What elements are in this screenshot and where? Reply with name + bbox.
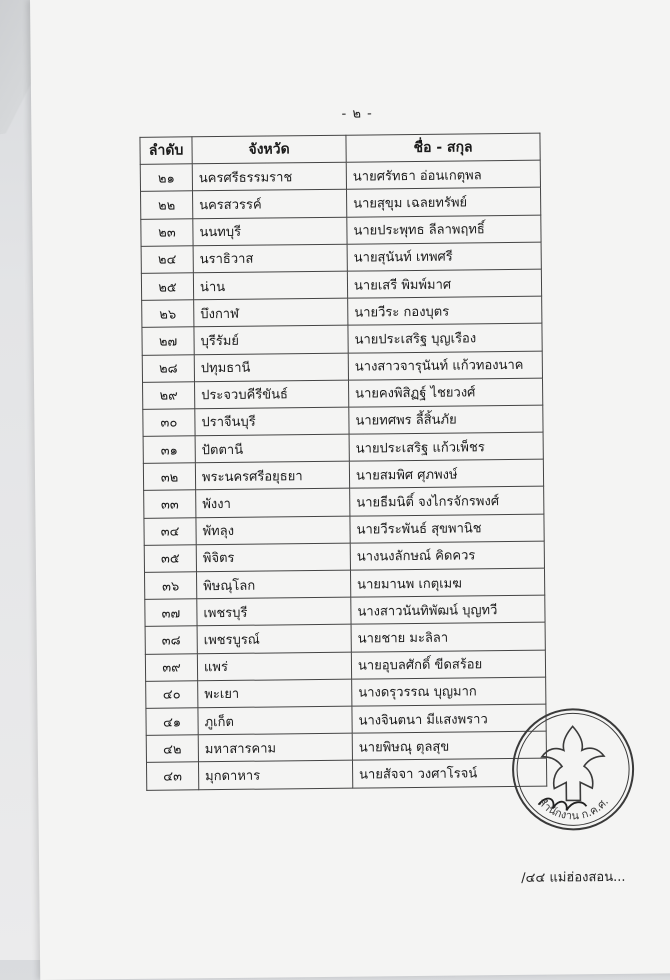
official-seal [507, 704, 638, 835]
table-header-row [140, 133, 540, 164]
row-order: ๒๖ [142, 300, 194, 328]
row-order: ๒๘ [142, 354, 194, 382]
row-name: นางดรุวรรณ บุญมาก [352, 677, 546, 706]
table-row [146, 731, 546, 762]
row-order: ๓๙ [145, 653, 197, 681]
table-row [146, 758, 546, 789]
row-order: ๒๔ [141, 246, 193, 274]
table-row [143, 432, 543, 463]
row-order: ๔๑ [146, 708, 198, 736]
row-name: นายสัจจา วงศาโรจน์ [352, 758, 546, 787]
row-province: พิจิตร [196, 543, 350, 572]
row-name: นางสาวจารุนันท์ แก้วทองนาค [348, 351, 542, 380]
row-order: ๒๑ [140, 164, 192, 192]
row-order: ๓๐ [143, 409, 195, 437]
row-name: นายมานพ เกตุเมฆ [350, 568, 544, 597]
continuation-note: /๔๔ แม่ฮ่องสอน... [521, 869, 626, 886]
row-name: นายธีมนิติ์ จงไกรจักรพงศ์ [350, 487, 544, 516]
row-province: ปทุมธานี [194, 353, 348, 382]
table-row [145, 650, 545, 681]
row-order: ๓๕ [144, 545, 196, 573]
row-order: ๓๒ [143, 463, 195, 491]
row-order: ๒๙ [143, 381, 195, 409]
row-order: ๔๓ [146, 762, 198, 790]
row-province: นราธิวาส [193, 244, 347, 273]
table-row [144, 514, 544, 545]
table-row [144, 487, 544, 518]
row-name: นายประพุทธ ลีลาพฤทธิ์ [347, 215, 541, 244]
row-province: นครศรีธรรมราช [192, 162, 346, 191]
row-province: เพชรบูรณ์ [197, 625, 351, 654]
row-province: ภูเก็ต [198, 706, 352, 735]
row-province: บุรีรัมย์ [194, 326, 348, 355]
table-row [141, 215, 541, 246]
row-name: นายประเสริฐ แก้วเพ็ชร [349, 432, 543, 461]
row-order: ๒๗ [142, 327, 194, 355]
page-number: - ๒ - [341, 106, 373, 122]
row-province: ประจวบคีรีขันธ์ [195, 380, 349, 409]
row-order: ๓๔ [144, 517, 196, 545]
row-name: นายประเสริฐ บุญเรือง [348, 323, 542, 352]
row-order: ๓๗ [145, 599, 197, 627]
row-name: นายพิษณุ ตุลสุข [352, 731, 546, 760]
row-province: มหาสารคาม [198, 733, 352, 762]
row-order: ๔๐ [146, 681, 198, 709]
row-name: นายชาย มะลิลา [351, 623, 545, 652]
row-order: ๓๘ [145, 626, 197, 654]
row-name: นายวีระ กองบุตร [348, 296, 542, 325]
row-province: นครสวรรค์ [193, 190, 347, 219]
row-province: แพร่ [197, 652, 351, 681]
table-row [145, 623, 545, 654]
row-province: มุกดาหาร [198, 760, 352, 789]
table-row [143, 405, 543, 436]
row-name: นายสุขุม เฉลยทรัพย์ [347, 188, 541, 217]
table-row [142, 323, 542, 354]
seal-text: สำนักงาน ก.ค.ศ. [535, 795, 612, 823]
row-order: ๓๑ [143, 436, 195, 464]
table-row [141, 242, 541, 273]
row-order: ๒๒ [141, 191, 193, 219]
row-order: ๒๓ [141, 218, 193, 246]
table-row [141, 269, 541, 300]
table-row [144, 541, 544, 572]
header-name: ชื่อ - สกุล [346, 133, 540, 162]
garuda-emblem-icon [542, 726, 605, 801]
row-province: เพชรบุรี [197, 597, 351, 626]
table-row [142, 351, 542, 382]
row-order: ๓๓ [144, 490, 196, 518]
row-province: พิษณุโลก [196, 570, 350, 599]
appointment-table [139, 133, 547, 791]
table-row [146, 677, 546, 708]
row-name: นายสมพิศ ศุภพงษ์ [349, 459, 543, 488]
row-name: นายคงพิสิฏฐ์ ไชยวงศ์ [348, 378, 542, 407]
header-order: ลำดับ [140, 137, 192, 165]
row-province: น่าน [193, 271, 347, 300]
header-province: จังหวัด [192, 135, 346, 164]
row-order: ๓๖ [144, 572, 196, 600]
row-name: นางสาวนันทิพัฒน์ บุญทวี [351, 595, 545, 624]
table-row [141, 188, 541, 219]
document-sheet [30, 0, 670, 980]
row-province: พัทลุง [196, 516, 350, 545]
row-province: นนทบุรี [193, 217, 347, 246]
row-province: บึงกาฬ [194, 298, 348, 327]
row-province: พังงา [196, 489, 350, 518]
table-row [143, 459, 543, 490]
table-row [143, 378, 543, 409]
table-row [142, 296, 542, 327]
row-province: ปัตตานี [195, 434, 349, 463]
row-province: พะเยา [198, 679, 352, 708]
table-row [144, 568, 544, 599]
row-order: ๔๒ [146, 735, 198, 763]
row-order: ๒๕ [141, 273, 193, 301]
row-province: พระนครศรีอยุธยา [195, 461, 349, 490]
row-name: นายอุบลศักดิ์ ขีดสร้อย [351, 650, 545, 679]
row-name: นายสุนันท์ เทพศรี [347, 242, 541, 271]
row-name: นายทศพร ลี้สิ้นภัย [349, 405, 543, 434]
table-body [140, 160, 547, 789]
row-name: นางนงลักษณ์ คิดควร [350, 541, 544, 570]
row-name: นายศรัทธา อ่อนเกตุพล [346, 160, 540, 189]
table-row [146, 704, 546, 735]
table-row [140, 160, 540, 191]
row-province: ปราจีนบุรี [195, 407, 349, 436]
row-name: นายเสรี พิมพ์มาศ [347, 269, 541, 298]
row-name: นายวีระพันธ์ สุขพานิช [350, 514, 544, 543]
row-name: นางจินตนา มีแสงพราว [352, 704, 546, 733]
table-row [145, 595, 545, 626]
